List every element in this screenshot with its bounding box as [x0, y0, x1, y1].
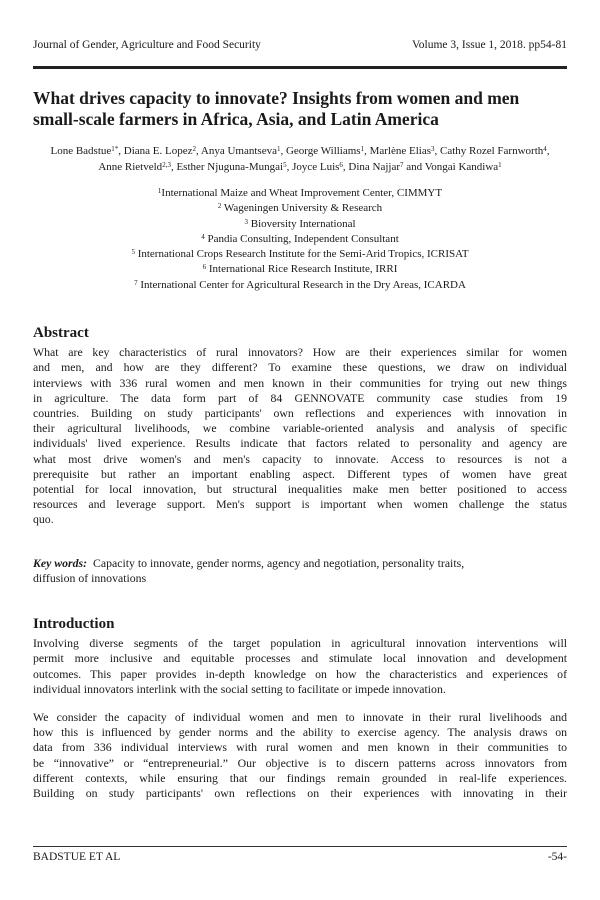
author-name: Diana E. Lopez	[123, 145, 193, 157]
footer-authors: BADSTUE ET AL	[33, 851, 121, 863]
abstract-line: prerequisite but rather an important enabling aspect. Different types of women have great	[33, 466, 567, 481]
affiliation-text: International Maize and Wheat Improvement Center, CIMMYT	[161, 187, 443, 199]
author-affiliation-mark: 2,3	[162, 161, 171, 169]
paragraph-line: We consider the capacity of individual women and men to innovate in their rural livelihoods and	[33, 710, 567, 725]
title-line: What drives capacity to innovate? Insights from women and men	[33, 88, 520, 108]
keywords-label: Key words	[33, 556, 84, 570]
author-name: Dina Najjar	[348, 161, 401, 173]
introduction-text	[33, 636, 567, 801]
author-affiliation-mark: 2	[192, 145, 196, 153]
abstract-line: individuals' lived experience. Results indicate that factors related to personality and agency are	[33, 436, 567, 451]
running-header	[33, 39, 567, 51]
abstract-line: resources and leverage support. Men's support is important when women challenge the status	[33, 497, 567, 512]
affiliation-number: 4	[201, 232, 205, 241]
affiliation-text: International Crops Research Institute for the Semi-Arid Tropics, ICRISAT	[134, 248, 469, 261]
author-affiliation-mark: 1	[360, 145, 365, 153]
affiliation-text: Pandia Consulting, Independent Consultant	[204, 232, 399, 245]
paragraph-line: outcomes. This paper provides in-depth knowledge on how the characteristics and experiences of	[33, 666, 567, 681]
title-line: small-scale farmers in Africa, Asia, and Latin America	[33, 109, 439, 129]
affiliation	[33, 217, 567, 232]
abstract-line: quo.	[33, 512, 54, 527]
affiliation	[33, 247, 567, 262]
journal-name: Journal of Gender, Agriculture and Food Security	[33, 39, 261, 51]
introduction-section	[33, 617, 567, 801]
author-affiliation-mark: 1*	[111, 145, 119, 153]
paragraph-line: data from 336 individual interviews with rural women and men known in their communities to	[33, 740, 567, 755]
author-name: Anya Umantseva	[200, 145, 277, 157]
author-affiliation-mark: 3	[431, 145, 435, 153]
abstract-line: potential for local innovation, but structural inequalities make men better positioned to access	[33, 482, 567, 497]
introduction-paragraph	[33, 710, 567, 801]
keywords: Key words: Capacity to innovate, gender norms, agency and negotiation, personality traits, diffusion of innovations	[33, 556, 567, 586]
author-name: Esther Njuguna-Mungai	[176, 161, 284, 173]
affiliation	[33, 262, 567, 277]
author-name: Anne Rietveld	[98, 161, 163, 173]
author-name: Joyce Luis	[292, 161, 340, 173]
affiliation-number: 6	[202, 263, 207, 272]
abstract-line: and men, and how are they different? To examine these questions, we draw on individual	[33, 360, 567, 375]
introduction-paragraph	[33, 636, 567, 697]
affiliation-text: International Rice Research Institute, IRRI	[206, 263, 398, 276]
abstract-line: countries. Building on study participants' own reflections and experiences with innovation in	[33, 406, 567, 421]
affiliation-number: 7	[134, 278, 138, 287]
introduction-heading: Introduction	[33, 616, 115, 632]
abstract-line: their agricultural livelihoods, we combine variable-oriented analysis and analysis of specific	[33, 421, 567, 436]
abstract-section	[33, 326, 567, 528]
paragraph-line: Building on study participants' own reflections on their experiences with innovating in their	[33, 786, 567, 801]
paragraph-line: Involving diverse segments of the target population in agricultural innovation interventions will	[33, 636, 567, 651]
author-name: Lone Badstue	[50, 145, 112, 157]
footer-rule	[33, 846, 567, 847]
author-name: Cathy Rozel Farnworth	[440, 145, 544, 157]
affiliation	[33, 186, 567, 201]
abstract-line: What are key characteristics of rural innovators? How are their experiences similar for women	[33, 345, 567, 360]
author-name: Marlène Elias	[369, 145, 431, 157]
affiliation-text: Wageningen University & Research	[221, 202, 383, 215]
author-affiliation-mark: 4	[543, 145, 547, 153]
author-name: Vongai Kandiwa	[424, 161, 499, 173]
affiliation-list	[33, 186, 567, 293]
affiliation	[33, 201, 567, 216]
header-rule	[33, 66, 567, 69]
affiliation-number: 1	[157, 187, 162, 195]
affiliation-number: 5	[131, 248, 135, 257]
page-number: -54-	[547, 851, 567, 863]
affiliation-text: International Center for Agricultural Research in the Dry Areas, ICARDA	[137, 278, 466, 291]
keywords-line: Capacity to innovate, gender norms, agency and negotiation, personality traits,	[92, 556, 465, 570]
paper-title	[33, 88, 567, 130]
abstract-line: in agriculture. The data form part of 84 GENNOVATE community case studies from 19	[33, 390, 567, 405]
affiliation	[33, 278, 567, 293]
abstract-line: what most drive women's and men's capacity to innovate. Access to resources is not a	[33, 451, 567, 466]
affiliation-number: 3	[244, 217, 248, 226]
abstract-heading: Abstract	[33, 325, 89, 341]
affiliation-number: 2	[217, 202, 222, 211]
author-list: Lone Badstue$^{1*}$, Diana E. Lopez$^2$, Anya Umantseva$^1$, George Williams$^1$, Marlène Elias$^3$, Cathy Rozel Farnworth$^4$, Anne Rietveld$^{2,3}$, Esther Njuguna-Mungai$^5$, Joyce Luis$^6$, Dina Najjar$^7$ and Vongai Kandiwa$^1$	[50, 145, 550, 173]
author-affiliation-mark: 1	[276, 145, 281, 153]
abstract-text	[33, 345, 567, 527]
author-affiliation-mark: 5	[283, 161, 287, 169]
paragraph-line: be “innovative” or “entrepreneurial.” Our objective is to discern patterns across innovators from	[33, 755, 567, 770]
keywords-line: diffusion of innovations	[33, 571, 147, 586]
running-footer	[33, 851, 567, 863]
paragraph-line: permit more inclusive and equitable processes and stimulate local innovation and development	[33, 651, 567, 666]
paragraph-line: how this is influenced by gender norms and the ability to exercise agency. The analysis draws on	[33, 725, 567, 740]
volume-info: Volume 3, Issue 1, 2018. pp54-81	[411, 39, 567, 51]
affiliation	[33, 232, 567, 247]
paragraph-line: different contexts, while ensuring that our findings remain grounded in real-life experiences.	[33, 770, 567, 785]
abstract-line: interviews with 336 rural women and men known in their communities for trying out new things	[33, 375, 567, 390]
author-affiliation-mark: 1	[498, 161, 502, 169]
author-affiliation-mark: 6	[339, 161, 343, 169]
paragraph-line: individual innovators interlink with the social setting to facilitate or impede innovation.	[33, 681, 446, 696]
author-affiliation-mark: 7	[400, 161, 404, 169]
author-name: George Williams	[285, 145, 361, 157]
affiliation-text: Bioversity International	[247, 217, 356, 230]
